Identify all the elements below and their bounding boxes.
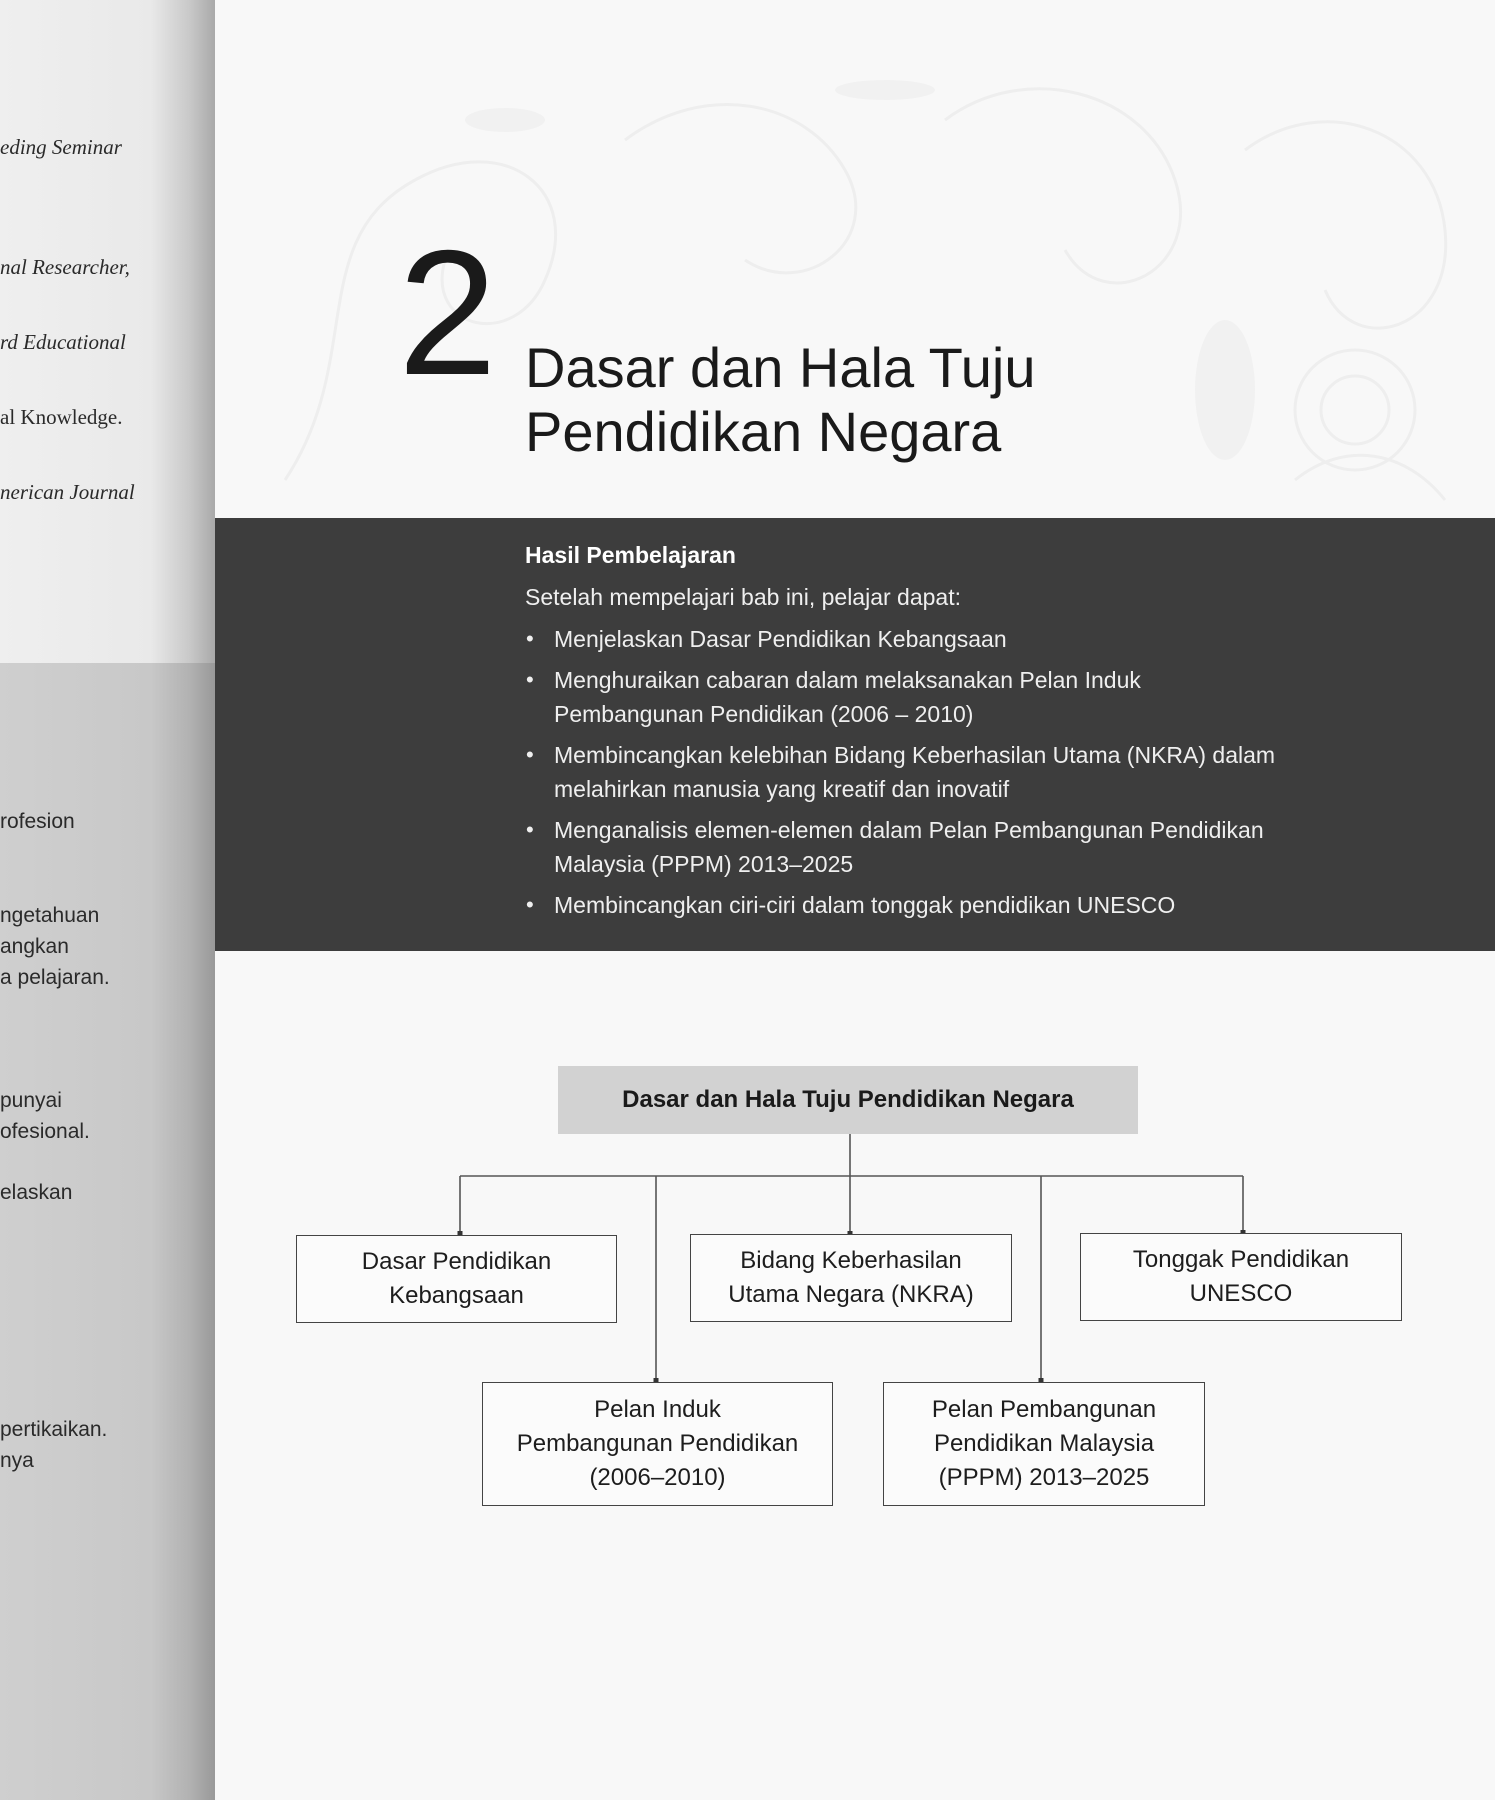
previous-page-reference-line: rd Educational: [0, 330, 126, 354]
chapter-opening-page: [215, 0, 1495, 1800]
learning-outcomes-intro: Setelah mempelajari bab ini, pelajar dapat:: [525, 584, 961, 610]
previous-page-body-line: ngetahuan: [0, 904, 100, 927]
chapter-title: [525, 336, 1036, 464]
learning-outcome-text: Pembangunan Pendidikan (2006 – 2010): [554, 701, 974, 727]
previous-page-body-line: ofesional.: [0, 1120, 90, 1143]
concept-box-pelan-induk: Pelan Induk Pembangunan Pendidikan (2006–2010): [482, 1382, 833, 1506]
concept-box-dasar-pendidikan-kebangsaan: Dasar Pendidikan Kebangsaan: [296, 1235, 617, 1323]
previous-page-body-line: angkan: [0, 935, 69, 958]
learning-outcome-text: Malaysia (PPPM) 2013–2025: [554, 851, 854, 877]
bullet-icon: •: [526, 667, 534, 692]
learning-outcome-item: [525, 622, 1455, 656]
bullet-icon: •: [526, 742, 534, 767]
chapter-number: 2: [398, 213, 493, 412]
previous-page-body-line: rofesion: [0, 810, 75, 833]
bullet-icon: •: [526, 892, 534, 917]
learning-outcome-item: [525, 738, 1455, 806]
previous-page-reference-line: al Knowledge.: [0, 405, 123, 429]
chapter-title-line: Dasar dan Hala Tuju: [525, 336, 1036, 399]
previous-page-body-line: pertikaikan.: [0, 1418, 108, 1441]
learning-outcome-text: melahirkan manusia yang kreatif dan inovatif: [554, 776, 1010, 802]
learning-outcomes-panel: [215, 518, 1495, 951]
learning-outcome-text: Membincangkan kelebihan Bidang Keberhasilan Utama (NKRA) dalam: [554, 742, 1276, 768]
learning-outcome-item: [525, 663, 1455, 731]
bullet-icon: •: [526, 817, 534, 842]
previous-page-body-line: nya: [0, 1449, 34, 1472]
previous-page-body-line: a pelajaran.: [0, 966, 110, 989]
previous-page-body-line: punyai: [0, 1089, 62, 1112]
concept-box-tonggak-unesco: Tonggak Pendidikan UNESCO: [1080, 1233, 1402, 1321]
chapter-title-line: Pendidikan Negara: [525, 400, 1002, 463]
concept-map: [215, 1050, 1495, 1520]
learning-outcome-item: [525, 813, 1455, 881]
previous-page-body-line: elaskan: [0, 1181, 73, 1204]
concept-box-pppm: Pelan Pembangunan Pendidikan Malaysia (PPPM) 2013–2025: [883, 1382, 1205, 1506]
learning-outcome-text: Menjelaskan Dasar Pendidikan Kebangsaan: [554, 626, 1007, 652]
previous-page-reference-line: eding Seminar: [0, 135, 122, 159]
previous-page-reference-line: nal Researcher,: [0, 255, 130, 279]
concept-box-nkra: Bidang Keberhasilan Utama Negara (NKRA): [690, 1234, 1012, 1322]
learning-outcome-text: Menganalisis elemen-elemen dalam Pelan Pembangunan Pendidikan: [554, 817, 1264, 843]
learning-outcomes-heading: Hasil Pembelajaran: [525, 542, 736, 568]
concept-map-title: Dasar dan Hala Tuju Pendidikan Negara: [558, 1066, 1138, 1134]
learning-outcome-text: Menghuraikan cabaran dalam melaksanakan Pelan Induk: [554, 667, 1141, 693]
previous-page-reference-line: nerican Journal: [0, 480, 135, 504]
learning-outcome-item: [525, 888, 1455, 922]
learning-outcomes-list: [525, 622, 1455, 929]
bullet-icon: •: [526, 626, 534, 651]
learning-outcome-text: Membincangkan ciri-ciri dalam tonggak pendidikan UNESCO: [554, 892, 1176, 918]
previous-page-edge: [0, 0, 215, 1800]
